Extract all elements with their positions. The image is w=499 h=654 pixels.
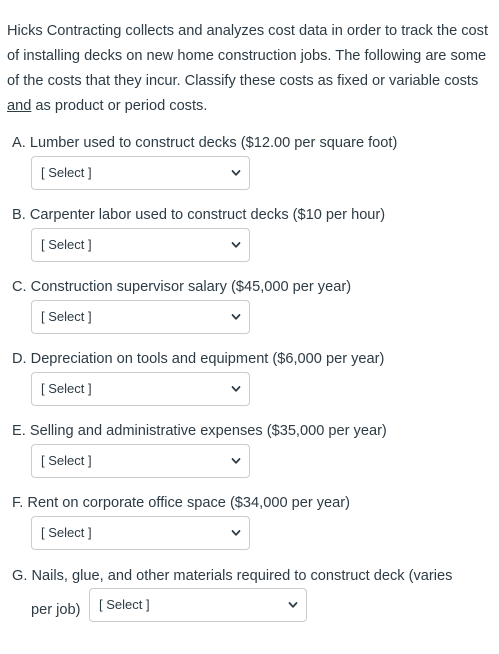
intro-text-before: Hicks Contracting collects and analyzes cost data in order to track the cost of installing decks on new home construction jobs. The following are some of the costs that they incur. Classify these costs as fixed or variable costs [7,23,489,89]
question-b-label: B. Carpenter labor used to construct decks ($10 per hour) [12,207,386,223]
intro-text-after: as product or period costs. [31,98,208,114]
answer-select-g[interactable] [89,588,307,622]
answer-select-a[interactable] [31,156,250,190]
select-value: [ Select ] [41,309,92,324]
select-value: [ Select ] [41,453,92,468]
answer-select-e[interactable] [31,444,250,478]
question-e-label: E. Selling and administrative expenses ($35,000 per year) [12,423,387,439]
answer-select-b[interactable] [31,228,250,262]
select-value: [ Select ] [99,597,150,612]
question-a-label: A. Lumber used to construct decks ($12.00 per square foot) [12,135,398,151]
select-value: [ Select ] [41,381,92,396]
chevron-down-icon [231,240,241,250]
chevron-down-icon [231,384,241,394]
select-value: [ Select ] [41,525,92,540]
select-value: [ Select ] [41,165,92,180]
question-f-label: F. Rent on corporate office space ($34,000 per year) [12,495,351,511]
answer-select-c[interactable] [31,300,250,334]
question-intro [7,19,495,119]
answer-select-d[interactable] [31,372,250,406]
question-c-label: C. Construction supervisor salary ($45,000 per year) [12,279,352,295]
chevron-down-icon [231,528,241,538]
question-g-label-continued: per job) [31,602,81,618]
chevron-down-icon [231,456,241,466]
answer-select-f[interactable] [31,516,250,550]
question-d-label: D. Depreciation on tools and equipment ($6,000 per year) [12,351,385,367]
chevron-down-icon [231,312,241,322]
question-g-label: G. Nails, glue, and other materials required to construct deck (varies [12,568,453,584]
chevron-down-icon [231,168,241,178]
chevron-down-icon [288,600,298,610]
intro-underlined-word: and [7,98,32,114]
select-value: [ Select ] [41,237,92,252]
